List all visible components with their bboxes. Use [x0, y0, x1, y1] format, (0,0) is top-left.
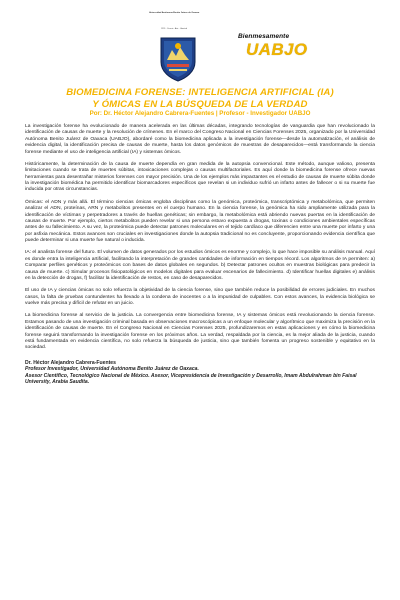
article-paragraph: IA: el analista forense del futuro. El volumen de datos generados por los estudios ómicos es enorme y complejo, lo que hace imposible su análisis manual. Aquí es donde entra la inteligencia artificial, facilitando la interpretación de grandes cantidades de información en tiempos récord. Los algoritmos de IA permiten: a) Comparar perfiles genéticos y proteómicos con bases de datos globales en segundos. b) Detectar patrones ocultos en muestras biológicas para predecir la causa de muerte. c) Simular procesos fisiopatológicos en modelos digitales para evaluar escenarios de fallecimiento. d) Identificar huellas digitales e) análisis en la detección de drogas, f) facilitar la identificación de restos, en caso de desaparecidos. — [25, 250, 375, 281]
article-paragraph: Ómicas: el ADN y más allá. El término ciencias ómicas engloba disciplinas como la genómica, proteómica, transcriptómica y metabolómica, que permiten analizar el ADN, proteínas, ARN y metabolitos presentes en el cuerpo humano. En la ciencia forense, la genómica ha sido ampliamente utilizada para la identificación de víctimas y perpetradores a través de huellas genéticas; sin embargo, la metabolómica está abriendo nuevas puertas en la identificación de causas de muerte. Por ejemplo, ciertos metabolitos pueden revelar si una persona estuvo expuesta a drogas, toxinas o condiciones ambientales específicas antes de su fallecimiento. A su vez, la proteómica puede detectar patrones moleculares en el tejido cardíaco que diferencien entre una muerte por infarto y una por asfixia mecánica. Estos avances son cruciales en investigaciones donde la autopsia tradicional no es concluyente, proporcionando evidencia científica que puede determinar si una muerte fue natural o inducida. — [25, 199, 375, 243]
article-body — [25, 124, 375, 352]
article-paragraph: La investigación forense ha evolucionado de manera acelerada en las últimas décadas, integrando tecnologías de vanguardia que han revolucionado la identificación de causas de muerte y la resolución de crímenes. En el marco del Congreso Nacional en Ciencias Forenses 2025, organizado por la Universidad Autónoma Benito Juárez de Oaxaca (UABJO), abordaré como la biomedicina aplicada a la investigación forense—desde la automatización, el análisis de evidencia digital, la identificación precisa de causas de muerte, hasta los datos genómicos de muestras de desaparecidos—está transformando la ciencia forense mediante el uso de inteligencia artificial (IA) y sistemas ómicos. — [25, 124, 375, 155]
article-paragraph: La biomedicina forense al servicio de la justicia. La convergencia entre biomedicina forense, IA y sistemas ómicos está revolucionando la ciencia forense. Estamos pasando de una investigación criminal basada en observaciones macroscópicas a un enfoque molecular y algorítmico que maximiza la precisión en la identificación de causas de muerte. En el Congreso Nacional en Ciencias Forenses 2025, profundizaremos en estas aplicaciones y en cómo la biomedicina forense seguirá transformando la investigación forense en los próximos años. La verdad, respaldada por la ciencia, es la mejor aliada de la justicia, cuando está fundamentada en evidencia científica, no solo refuerza la búsqueda de justicia, sino que también fomenta un progreso sostenible y equitativo en la sociedad. — [25, 313, 375, 351]
brand-top-text: Bienmesamente — [238, 33, 290, 40]
university-motto: 1955 · Ciencia · Arte · Libertad — [161, 28, 187, 30]
university-name: Universidad Autónoma Benito Juárez de Oaxaca — [148, 12, 200, 14]
author-signature-block — [25, 360, 375, 386]
uabjo-brand-logo — [238, 33, 308, 73]
article-title-line1: BIOMEDICINA FORENSE: INTELIGENCIA ARTIFICIAL (IA) — [66, 87, 334, 98]
page-header — [25, 0, 375, 86]
author-roles: Asesor Científico, Tecnológico Nacional de México. Asesor, Vicepresidencia de Investigación y Desarrollo, Imam Abdulrahman bin Faisal University, Arabia Saudita. — [25, 372, 357, 386]
uabjo-seal-icon — [158, 36, 198, 82]
article-byline: Por: Dr. Héctor Alejandro Cabrera-Fuentes | Profesor - Investigador UABJO — [89, 110, 311, 117]
article-paragraph: El uso de IA y ciencias ómicas no solo refuerza la objetividad de la ciencia forense, sino que también reduce la posibilidad de errores judiciales. En muchos casos, la falta de pruebas contundentes ha llevado a la condena de inocentes o a la impunidad de culpables. Con estos avances, la evidencia biológica se vuelve más precisa y difícil de refutar en un juicio. — [25, 288, 375, 306]
author-affiliation: Profesor Investigador, Universidad Autónoma Benito Juárez de Oaxaca. — [25, 366, 199, 373]
article-paragraph: Históricamente, la determinación de la causa de muerte dependía en gran medida de la autopsia convencional. Este método, aunque valioso, presenta limitaciones cuando se trata de muertes súbitas, intoxicaciones complejas o causas multifactoriales. Es aquí donde la biomedicina forense ofrece nuevas herramientas para desentrañar misterios forenses con mayor precisión. Una de los ejemplos más impactantes es el estudio de causas de muerte súbita donde la investigación biomédica ha permitido identificar biomarcadores específicos que revelan si un individuo sufrió un infarto antes de fallecer o si su muerte fue inducida por otras circunstancias. — [25, 161, 375, 193]
article-title-line2: Y ÓMICAS EN LA BÚSQUEDA DE LA VERDAD — [92, 99, 308, 110]
brand-main-text: UABJO — [246, 40, 308, 59]
author-name: Dr. Héctor Alejandro Cabrera-Fuentes — [25, 359, 116, 366]
